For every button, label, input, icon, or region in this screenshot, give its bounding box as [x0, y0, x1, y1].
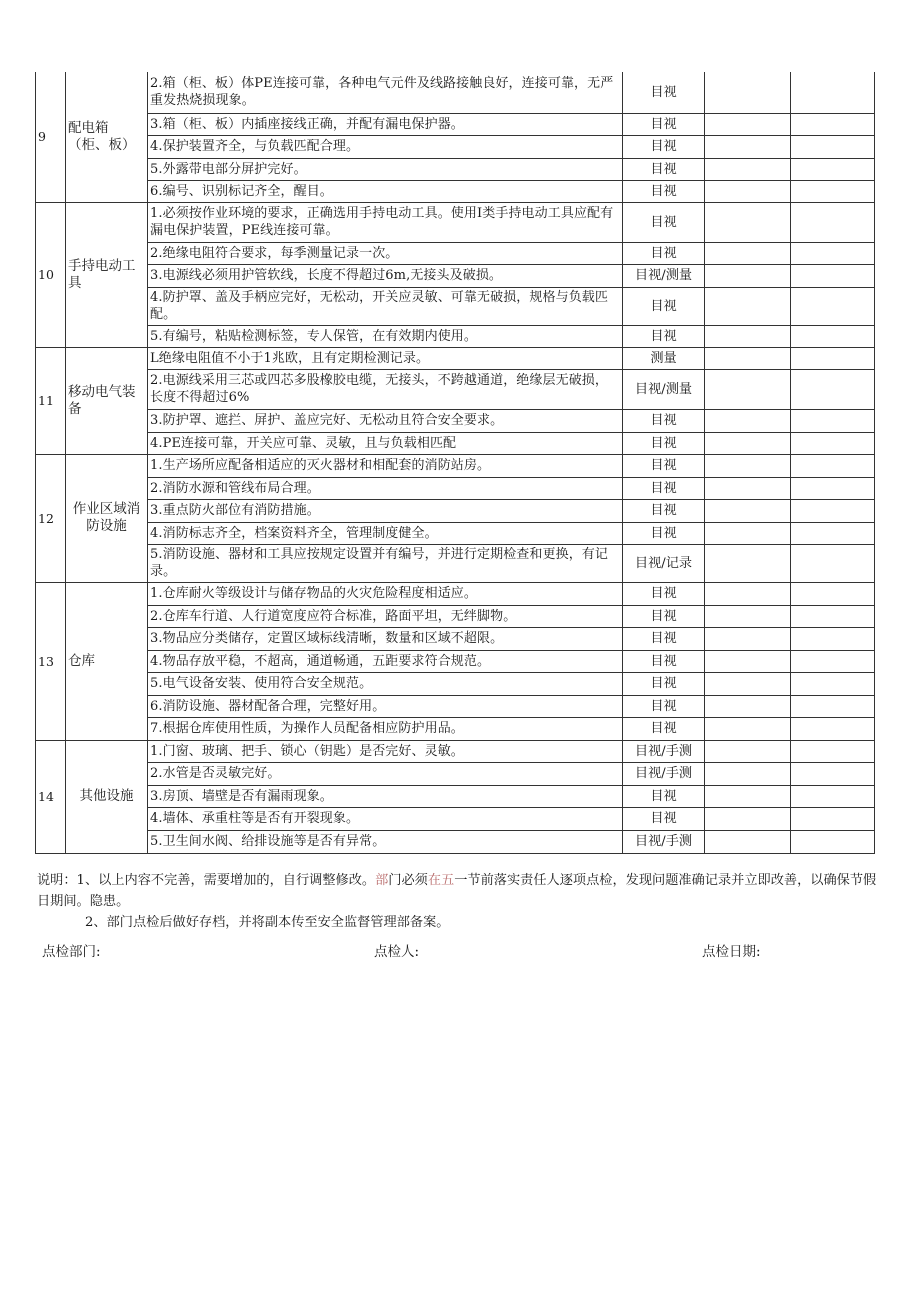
- check-item: 5.外露带电部分屏护完好。: [148, 158, 623, 180]
- check-method: 目视: [623, 409, 705, 432]
- group-name: 移动电气装备: [66, 347, 148, 454]
- check-item: 4.PE连接可靠，开关应可靠、灵敏，且与负载相匹配: [148, 432, 623, 454]
- inspector-label: 点检人:: [374, 944, 420, 960]
- check-item: 2.水管是否灵敏完好。: [148, 762, 623, 785]
- result-cell[interactable]: [705, 180, 791, 202]
- note-text: 一节前落实责任人逐项点检，发现问题准确记录并立即改善，以确保节假日期间。隐患。: [37, 873, 877, 909]
- check-item: 3.房顶、墙壁是否有漏雨现象。: [148, 785, 623, 807]
- group-name: 作业区域消防设施: [66, 454, 148, 582]
- check-item: 2.绝缘电阻符合要求，每季测量记录一次。: [148, 242, 623, 264]
- table-row: [36, 785, 875, 807]
- check-method: 目视: [623, 650, 705, 672]
- result-cell[interactable]: [705, 135, 791, 158]
- result-cell[interactable]: [705, 477, 791, 499]
- group-number: 14: [36, 740, 66, 853]
- check-item: 6.编号、识别标记齐全，醒目。: [148, 180, 623, 202]
- result-cell[interactable]: [705, 522, 791, 544]
- check-method: 目视: [623, 627, 705, 650]
- check-method: 目视/记录: [623, 544, 705, 582]
- check-method: 目视: [623, 717, 705, 740]
- table-row: [36, 135, 875, 158]
- remark-cell[interactable]: [791, 544, 875, 582]
- table-row: [36, 409, 875, 432]
- table-row: [36, 499, 875, 522]
- table-row: [36, 325, 875, 347]
- check-item: 1.仓库耐火等级设计与储存物品的火灾危险程度相适应。: [148, 582, 623, 605]
- check-item: 3.物品应分类储存，定置区域标线清晰，数量和区域不超限。: [148, 627, 623, 650]
- check-method: 目视/手测: [623, 762, 705, 785]
- table-row: [36, 454, 875, 477]
- result-cell[interactable]: [705, 762, 791, 785]
- result-cell[interactable]: [705, 432, 791, 454]
- table-row: [36, 762, 875, 785]
- remark-cell[interactable]: [791, 672, 875, 695]
- check-item: 2.仓库车行道、人行道宽度应符合标准，路面平坦，无绊脚物。: [148, 605, 623, 627]
- check-method: 目视: [623, 287, 705, 325]
- result-cell[interactable]: [705, 264, 791, 287]
- result-cell[interactable]: [705, 409, 791, 432]
- check-item: 2.箱（柜、板）体PE连接可靠，各种电气元件及线路接触良好，连接可靠，无严重发热烧损现象。: [148, 72, 623, 113]
- table-row: [36, 369, 875, 409]
- result-cell[interactable]: [705, 830, 791, 853]
- check-item: L绝缘电阻值不小于1兆欧，且有定期检测记录。: [148, 347, 623, 369]
- table-row: [36, 522, 875, 544]
- note-highlight: 部: [375, 873, 389, 888]
- remark-cell[interactable]: [791, 287, 875, 325]
- remark-cell[interactable]: [791, 180, 875, 202]
- check-item: 5.消防设施、器材和工具应按规定设置并有编号，并进行定期检查和更换，有记录。: [148, 544, 623, 582]
- result-cell[interactable]: [705, 369, 791, 409]
- check-method: 目视/测量: [623, 369, 705, 409]
- remark-cell[interactable]: [791, 627, 875, 650]
- remark-cell[interactable]: [791, 807, 875, 830]
- remark-cell[interactable]: [791, 499, 875, 522]
- check-item: 3.重点防火部位有消防措施。: [148, 499, 623, 522]
- table-row: [36, 287, 875, 325]
- remark-cell[interactable]: [791, 113, 875, 135]
- check-method: 目视: [623, 807, 705, 830]
- note-text: 门必须: [388, 873, 428, 888]
- result-cell[interactable]: [705, 287, 791, 325]
- result-cell[interactable]: [705, 740, 791, 762]
- remark-cell[interactable]: [791, 717, 875, 740]
- check-item: 2.消防水源和管线布局合理。: [148, 477, 623, 499]
- remark-cell[interactable]: [791, 325, 875, 347]
- check-method: 目视: [623, 202, 705, 242]
- remark-cell[interactable]: [791, 695, 875, 717]
- check-item: 4.保护装置齐全，与负载匹配合理。: [148, 135, 623, 158]
- table-row: [36, 830, 875, 853]
- check-method: 目视/手测: [623, 830, 705, 853]
- group-name: 其他设施: [66, 740, 148, 853]
- group-number: 9: [36, 72, 66, 202]
- check-method: 目视: [623, 695, 705, 717]
- table-row: [36, 544, 875, 582]
- remark-cell[interactable]: [791, 158, 875, 180]
- table-row: [36, 264, 875, 287]
- table-row: [36, 72, 875, 113]
- check-method: 目视: [623, 432, 705, 454]
- check-item: 3.电源线必须用护管软线，长度不得超过6m,无接头及破损。: [148, 264, 623, 287]
- table-row: [36, 695, 875, 717]
- check-item: 5.电气设备安装、使用符合安全规范。: [148, 672, 623, 695]
- table-row: [36, 477, 875, 499]
- table-row: [36, 113, 875, 135]
- group-number: 10: [36, 202, 66, 347]
- check-method: 目视: [623, 242, 705, 264]
- check-item: 4.物品存放平稳，不超高，通道畅通，五距要求符合规范。: [148, 650, 623, 672]
- check-method: 目视: [623, 325, 705, 347]
- check-method: 目视: [623, 582, 705, 605]
- remark-cell[interactable]: [791, 522, 875, 544]
- check-item: 1.必须按作业环境的要求，正确选用手持电动工具。使用I类手持电动工具应配有漏电保护装置，PE线连接可靠。: [148, 202, 623, 242]
- remark-cell[interactable]: [791, 650, 875, 672]
- result-cell[interactable]: [705, 627, 791, 650]
- check-item: 2.电源线采用三芯或四芯多股橡胶电缆，无接头，不跨越通道，绝缘层无破损，长度不得超过6%: [148, 369, 623, 409]
- notes-section: [37, 870, 877, 933]
- remark-cell[interactable]: [791, 582, 875, 605]
- result-cell[interactable]: [705, 650, 791, 672]
- table-row: [36, 627, 875, 650]
- table-row: [36, 242, 875, 264]
- result-cell[interactable]: [705, 454, 791, 477]
- remark-cell[interactable]: [791, 605, 875, 627]
- check-method: 目视: [623, 605, 705, 627]
- note-line-2: 2、部门点检后做好存档，并将副本传至安全监督管理部备案。: [85, 915, 450, 930]
- check-method: 目视: [623, 72, 705, 113]
- note-text: 说明：1、以上内容不完善，需要增加的，自行调整修改。: [37, 873, 376, 888]
- remark-cell[interactable]: [791, 432, 875, 454]
- check-item: 1.门窗、玻璃、把手、锁心（钥匙）是否完好、灵敏。: [148, 740, 623, 762]
- check-item: 5.有编号，粘贴检测标签，专人保管，在有效期内使用。: [148, 325, 623, 347]
- result-cell[interactable]: [705, 582, 791, 605]
- result-cell[interactable]: [705, 202, 791, 242]
- group-name: 手持电动工具: [66, 202, 148, 347]
- check-method: 目视: [623, 522, 705, 544]
- table-row: [36, 672, 875, 695]
- table-row: [36, 202, 875, 242]
- remark-cell[interactable]: [791, 830, 875, 853]
- group-name: 仓库: [66, 582, 148, 740]
- result-cell[interactable]: [705, 605, 791, 627]
- check-method: 目视: [623, 158, 705, 180]
- result-cell[interactable]: [705, 807, 791, 830]
- remark-cell[interactable]: [791, 454, 875, 477]
- check-item: 3.箱（柜、板）内插座接线正确，并配有漏电保护器。: [148, 113, 623, 135]
- table-row: [36, 807, 875, 830]
- note-highlight: 在五: [427, 873, 455, 888]
- table-row: [36, 582, 875, 605]
- check-item: 6.消防设施、器材配备合理，完整好用。: [148, 695, 623, 717]
- check-item: 5.卫生间水阀、给排设施等是否有异常。: [148, 830, 623, 853]
- remark-cell[interactable]: [791, 477, 875, 499]
- check-item: 1.生产场所应配备相适应的灭火器材和相配套的消防站房。: [148, 454, 623, 477]
- remark-cell[interactable]: [791, 369, 875, 409]
- group-number: 13: [36, 582, 66, 740]
- inspection-table: [35, 72, 875, 854]
- note-line-1: [37, 870, 877, 912]
- check-item: 7.根据仓库使用性质，为操作人员配备相应防护用品。: [148, 717, 623, 740]
- table-row: [36, 650, 875, 672]
- result-cell[interactable]: [705, 695, 791, 717]
- result-cell[interactable]: [705, 242, 791, 264]
- result-cell[interactable]: [705, 158, 791, 180]
- check-item: 4.墙体、承重柱等是否有开裂现象。: [148, 807, 623, 830]
- remark-cell[interactable]: [791, 740, 875, 762]
- check-method: 目视: [623, 113, 705, 135]
- remark-cell[interactable]: [791, 135, 875, 158]
- result-cell[interactable]: [705, 347, 791, 369]
- table-row: [36, 432, 875, 454]
- remark-cell[interactable]: [791, 347, 875, 369]
- table-row: [36, 347, 875, 369]
- check-item: 4.防护罩、盖及手柄应完好，无松动，开关应灵敏、可靠无破损，规格与负载匹配。: [148, 287, 623, 325]
- result-cell[interactable]: [705, 113, 791, 135]
- table-row: [36, 717, 875, 740]
- remark-cell[interactable]: [791, 264, 875, 287]
- table-row: [36, 605, 875, 627]
- remark-cell[interactable]: [791, 409, 875, 432]
- table-row: [36, 740, 875, 762]
- result-cell[interactable]: [705, 544, 791, 582]
- group-number: 11: [36, 347, 66, 454]
- table-row: [36, 180, 875, 202]
- check-method: 目视: [623, 135, 705, 158]
- result-cell[interactable]: [705, 672, 791, 695]
- check-method: 测量: [623, 347, 705, 369]
- remark-cell[interactable]: [791, 242, 875, 264]
- remark-cell[interactable]: [791, 785, 875, 807]
- group-number: 12: [36, 454, 66, 582]
- check-method: 目视: [623, 477, 705, 499]
- check-item: 4.消防标志齐全，档案资料齐全，管理制度健全。: [148, 522, 623, 544]
- result-cell[interactable]: [705, 72, 791, 113]
- remark-cell[interactable]: [791, 72, 875, 113]
- result-cell[interactable]: [705, 785, 791, 807]
- group-name: 配电箱（柜、板）: [66, 72, 148, 202]
- table-row: [36, 158, 875, 180]
- result-cell[interactable]: [705, 499, 791, 522]
- check-method: 目视/手测: [623, 740, 705, 762]
- result-cell[interactable]: [705, 717, 791, 740]
- check-method: 目视: [623, 180, 705, 202]
- result-cell[interactable]: [705, 325, 791, 347]
- check-method: 目视/测量: [623, 264, 705, 287]
- check-method: 目视: [623, 499, 705, 522]
- remark-cell[interactable]: [791, 762, 875, 785]
- check-method: 目视: [623, 454, 705, 477]
- check-item: 3.防护罩、遮拦、屏护、盖应完好、无松动且符合安全要求。: [148, 409, 623, 432]
- dept-label: 点检部门:: [42, 944, 101, 960]
- remark-cell[interactable]: [791, 202, 875, 242]
- date-label: 点检日期:: [702, 944, 761, 960]
- check-method: 目视: [623, 785, 705, 807]
- check-method: 目视: [623, 672, 705, 695]
